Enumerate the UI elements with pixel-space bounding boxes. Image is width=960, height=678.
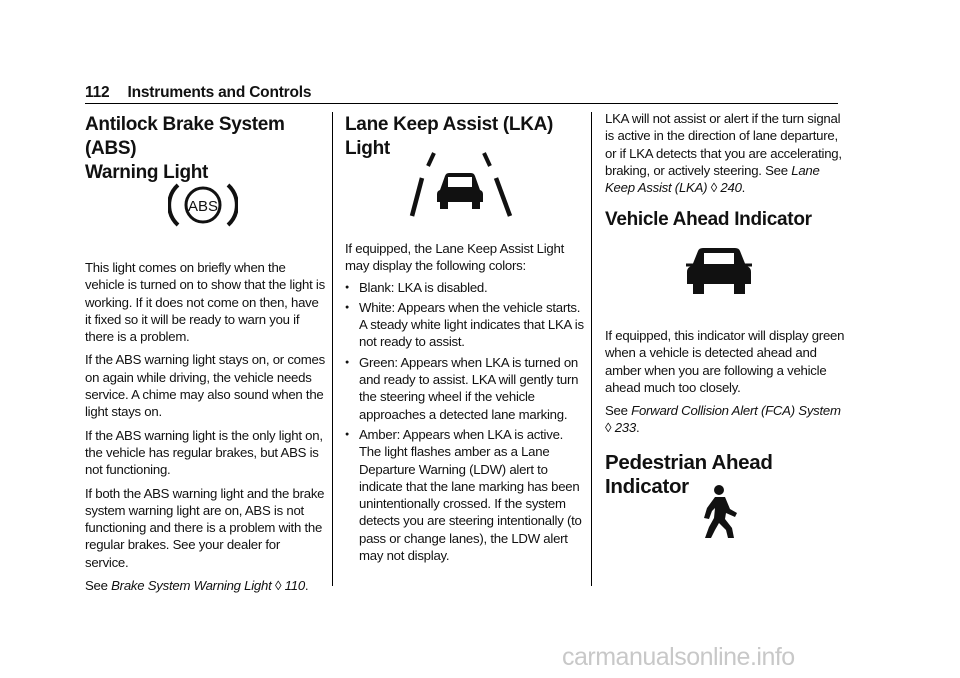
abs-paragraph-3: If the ABS warning light is the only light on, the vehicle has regular brakes, but ABS is not functioning. [85,427,323,478]
lane-keep-assist-icon [408,150,518,220]
lka-intro: If equipped, the Lane Keep Assist Light may display the following colors: [345,241,565,274]
page-ref-number[interactable]: 240 [720,180,742,196]
see-text: See [85,578,108,594]
page-ref-number[interactable]: 110 [284,578,305,594]
abs-paragraph-5 [85,577,325,594]
page-ref-icon: ◊ [274,578,282,594]
fca-reference-paragraph [605,402,845,437]
running-header [85,84,311,102]
cross-reference-link[interactable]: Brake System Warning Light [111,578,272,594]
watermark: carmanualsonline.info [562,643,795,671]
column-divider-1 [332,112,333,586]
column-divider-2 [591,112,592,586]
vehicle-ahead-icon [683,246,755,298]
period: . [741,180,746,196]
cross-reference-link[interactable]: Forward Collision Alert (FCA) System [631,403,841,419]
section-title: Instruments and Controls [127,84,312,101]
lka-heading: Lane Keep Assist (LKA) Light [345,114,554,159]
cross-reference-link[interactable]: Lane Keep Assist (LKA) [605,162,820,196]
vehicle-ahead-body [605,327,845,499]
vehicle-ahead-paragraph: If equipped, this indicator will display green when a vehicle is detected ahead and amber when you are following a vehicle ahead much too closely. [605,328,845,395]
pedestrian-ahead-icon [698,484,744,540]
vehicle-ahead-heading: Vehicle Ahead Indicator [605,209,812,231]
lka-color-list [345,279,585,565]
lka-continued-paragraph [605,110,845,196]
period: . [635,420,640,436]
abs-body [85,259,325,594]
lka-body [345,240,585,564]
header-rule [85,103,838,104]
list-item: ● Amber: Appears when LKA is active. The light flashes amber as a Lane Departure Warning (LDW) alert to indicate that the lane marking has been unintentionally crossed. If the system detects you are steering intentionally (to pass or change lanes), the LDW alert may not display. [345,426,585,564]
page-number: 112 [85,84,110,101]
list-item: ● Blank: LKA is disabled. [345,279,585,296]
page-ref-icon: ◊ [605,420,612,436]
period: . [304,578,309,594]
abs-warning-icon [168,180,238,230]
abs-heading-line2: Warning Light [85,162,209,183]
list-item: ● Green: Appears when LKA is turned on and ready to assist. LKA will gently turn the steering wheel if the vehicle approaches a detected lane marking. [345,354,585,423]
column-abs [85,113,325,185]
page-ref-number[interactable]: 233 [614,420,636,436]
see-text: See [605,403,628,419]
abs-paragraph-2: If the ABS warning light stays on, or comes on again while driving, the vehicle needs service. A chime may also sound when the light stays on. [85,352,325,420]
pedestrian-ahead-heading: Pedestrian Ahead Indicator [605,450,773,498]
abs-heading-line1: Antilock Brake System (ABS) [85,114,285,159]
abs-heading [85,113,325,185]
abs-paragraph-4: If both the ABS warning light and the brake system warning light are on, ABS is not functioning and there is a problem with the regular brakes. See your dealer for service. [85,485,325,570]
lka-continued-text: LKA will not assist or alert if the turn signal is active in the direction of lane departure, or if LKA detects that you are accelerating, braking, or actively steering. See [605,111,842,178]
column-indicators [605,110,845,232]
list-item: ● White: Appears when the vehicle starts. A steady white light indicates that LKA is not ready to assist. [345,299,585,351]
page-ref-icon: ◊ [710,180,717,196]
abs-icon-label: ABS [187,198,219,215]
abs-paragraph-1: This light comes on briefly when the vehicle is turned on to show that the light is working. If it does not come on then, have it fixed so it will be ready to warn you if there is a problem. [85,260,325,345]
